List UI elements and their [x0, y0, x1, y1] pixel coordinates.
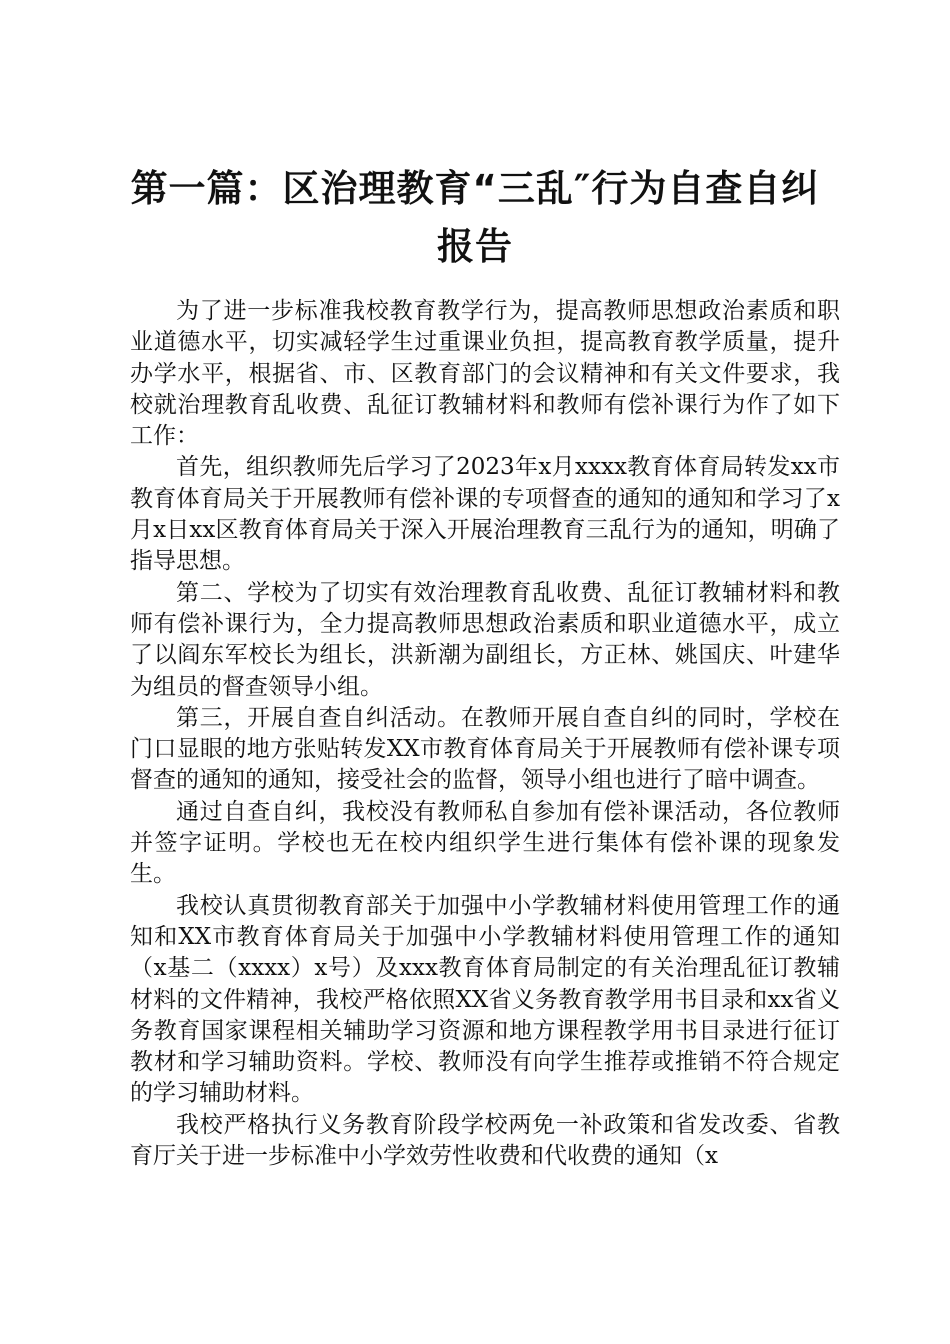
paragraph: 我校认真贯彻教育部关于加强中小学教辅材料使用管理工作的通知和XX市教育体育局关于加强中小学教辅材料使用管理工作的通知（x基二（xxxx）x号）及xxx教育体育局制定的有关治理乱征订教辅材料的文件精神，我校严格依照XX省义务教育教学用书目录和xx省义务教育国家课程相关辅助学习资源和地方课程教学用书目录进行征订教材和学习辅助资料。学校、教师没有向学生推荐或推销不符合规定的学习辅助材料。: [130, 892, 840, 1107]
paragraph: 通过自查自纠，我校没有教师私自参加有偿补课活动，各位教师并签字证明。学校也无在校内组织学生进行集体有偿补课的现象发生。: [130, 798, 840, 888]
paragraph: 第三，开展自查自纠活动。在教师开展自查自纠的同时，学校在门口显眼的地方张贴转发XX市教育体育局关于开展教师有偿补课专项督查的通知的通知，接受社会的监督，领导小组也进行了暗中调查。: [130, 704, 840, 794]
paragraph: 我校严格执行义务教育阶段学校两免一补政策和省发改委、省教育厅关于进一步标准中小学效劳性收费和代收费的通知（x: [130, 1111, 840, 1170]
paragraph: 为了进一步标准我校教育教学行为，提高教师思想政治素质和职业道德水平，切实减轻学生过重课业负担，提高教育教学质量，提升办学水平，根据省、市、区教育部门的会议精神和有关文件要求，我校就治理教育乱收费、乱征订教辅材料和教师有偿补课行为作了如下工作：: [130, 298, 840, 450]
document-title: 第一篇：区治理教育“三乱″行为自查自纠报告: [130, 167, 820, 268]
paragraph: 第二、学校为了切实有效治理教育乱收费、乱征订教辅材料和教师有偿补课行为，全力提高教师思想政治素质和职业道德水平，成立了以阎东军校长为组长，洪新潮为副组长，方正林、姚国庆、叶建华为组员的督查领导小组。: [130, 579, 840, 700]
paragraph: 首先，组织教师先后学习了2023年x月xxxx教育体育局转发xx市教育体育局关于开展教师有偿补课的专项督查的通知的通知和学习了x月x日xx区教育体育局关于深入开展治理教育三乱行为的通知，明确了指导思想。: [130, 454, 840, 575]
document-body: [130, 296, 840, 1172]
